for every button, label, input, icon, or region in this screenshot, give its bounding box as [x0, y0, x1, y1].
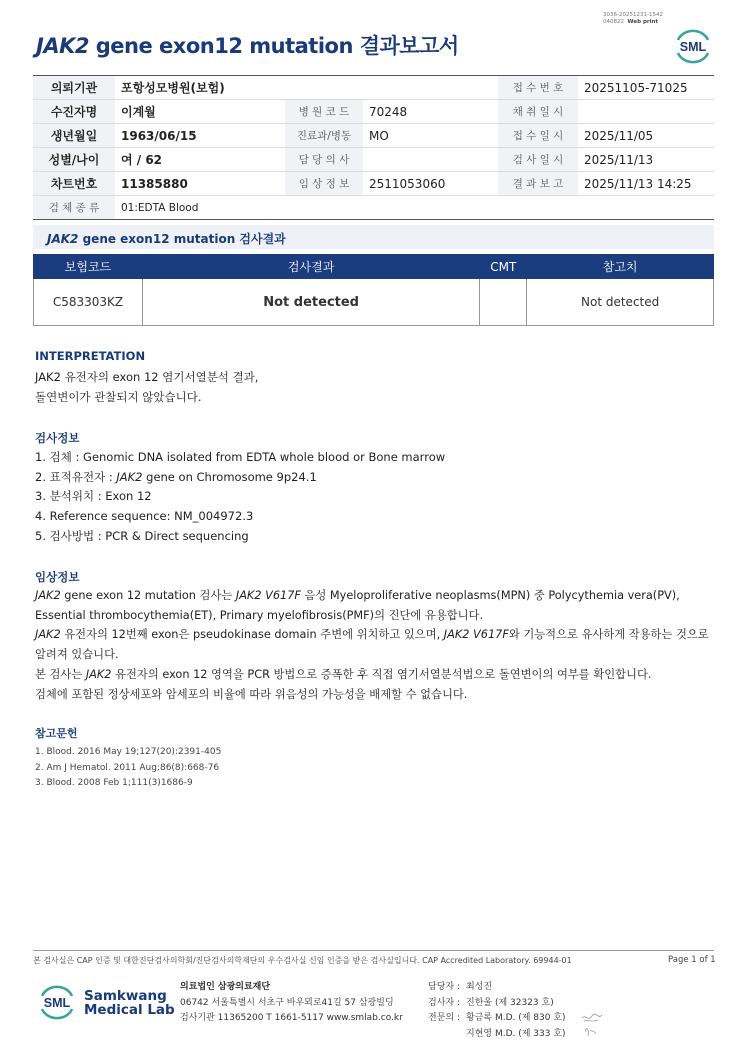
test-date-label: 검 사 일 시	[498, 148, 578, 172]
sml-logo-icon	[36, 982, 78, 1022]
list-item: 1. 검체 : Genomic DNA isolated from EDTA whole blood or Bone marrow	[35, 450, 446, 464]
list-item: 2. 표적유전자 : JAK2 gene on Chromosome 9p24.1	[35, 469, 317, 484]
specimen-value: 01:EDTA Blood	[115, 196, 714, 220]
result-title-rest: gene exon12 mutation 검사결과	[78, 232, 286, 246]
table-row	[34, 279, 714, 326]
birth-label: 생년월일	[33, 124, 115, 148]
doctor-label: 담 당 의 사	[285, 148, 363, 172]
title-gene: JAK2	[36, 34, 89, 58]
col-reference: 참고치	[527, 255, 714, 279]
sex-age-value: 여 / 62	[115, 148, 285, 172]
references-list	[35, 745, 221, 792]
patient-info-table	[33, 75, 714, 220]
request-org-value: 포항성모병원(보험)	[115, 76, 498, 100]
list-item: 3. 분석위치 : Exon 12	[35, 489, 152, 504]
patient-row	[33, 148, 714, 172]
receipt-no-label: 접 수 번 호	[498, 76, 578, 100]
cmt-cell	[480, 279, 527, 326]
document-code	[603, 12, 663, 26]
doc-code-line1: 3036-20251231-1542	[603, 12, 663, 18]
receipt-no-value: 20251105-71025	[578, 76, 714, 100]
signature-image	[578, 1010, 606, 1040]
doc-code-line2: 040822 Web print	[603, 19, 659, 25]
clinical-value: 2511053060	[363, 172, 498, 196]
specimen-label: 검 체 종 류	[33, 196, 115, 220]
patient-row	[33, 124, 714, 148]
result-section-title	[33, 225, 714, 249]
list-item: 1. Blood. 2016 May 19;127(20):2391-405	[35, 747, 222, 757]
interpretation-heading: INTERPRETATION	[35, 349, 146, 363]
staff-row: 담당자 : 최성진	[428, 982, 493, 992]
interpretation-line: 돌연변이가 관찰되지 않았습니다.	[35, 389, 202, 404]
result-header-row	[34, 255, 714, 279]
org-contact: 검사기관 11365200 T 1661-5117 www.smlab.co.kr	[180, 1013, 403, 1023]
clinical-line: 검체에 포함된 정상세포와 암세포의 비율에 따라 위음성의 가능성을 배제할 수 없습니다.	[35, 687, 468, 701]
logo-text: SML	[43, 996, 71, 1010]
patient-row	[33, 172, 714, 196]
report-date-value: 2025/11/13 14:25	[578, 172, 714, 196]
dept-value: MO	[363, 124, 498, 148]
org-address: 06742 서울특별시 서초구 바우뫼로41길 57 삼광빌딩	[180, 997, 394, 1008]
org-name: 의료법인 삼광의료재단	[180, 982, 271, 992]
receipt-date-label: 접 수 일 시	[498, 124, 578, 148]
sex-age-label: 성별/나이	[33, 148, 115, 172]
birth-value: 1963/06/15	[115, 124, 285, 148]
interpretation-line: JAK2 유전자의 exon 12 염기서열분석 결과,	[35, 370, 259, 384]
list-item: 5. 검사방법 : PCR & Direct sequencing	[35, 528, 249, 543]
staff-row: 검사자 : 진한울 (제 32323 호)	[428, 997, 554, 1008]
chart-no-value: 11385880	[115, 172, 285, 196]
page-title	[36, 30, 459, 60]
footer-divider	[33, 950, 714, 951]
collect-date-value	[578, 100, 714, 124]
title-rest: gene exon12 mutation 결과보고서	[88, 34, 459, 58]
test-date-value: 2025/11/13	[578, 148, 714, 172]
clinical-label: 임 상 정 보	[285, 172, 363, 196]
reference-cell: Not detected	[527, 279, 714, 326]
interpretation-body	[35, 368, 258, 407]
web-print-label: Web print	[627, 19, 659, 25]
brand-name: Samkwang Medical Lab	[84, 988, 175, 1018]
collect-date-label: 채 취 일 시	[498, 100, 578, 124]
test-info-list	[35, 448, 445, 547]
report-date-label: 결 과 보 고	[498, 172, 578, 196]
dept-label: 진료과/병동	[285, 124, 363, 148]
result-title-gene: JAK2	[47, 232, 79, 246]
accreditation-note: 본 검사실은 CAP 인증 및 대한진단검사의학회/진단검사의학재단의 우수검사실 신임 인증을 받은 검사실입니다. CAP Accredited Laboratory. 69944-01	[33, 956, 572, 965]
request-org-label: 의뢰기관	[33, 76, 115, 100]
clinical-line: Essential thrombocythemia(ET), Primary myelofibrosis(PMF)의 진단에 유용합니다.	[35, 608, 484, 622]
patient-name-label: 수진자명	[33, 100, 115, 124]
insurance-code-cell: C583303KZ	[34, 279, 143, 326]
organization-info	[180, 980, 403, 1027]
staff-row: 지현영 M.D. (제 333 호)	[466, 1028, 566, 1039]
clinical-line: 본 검사는 JAK2 유전자의 exon 12 영역을 PCR 방법으로 증폭한 후 직접 염기서열분석법으로 돌연변이의 여부를 확인합니다.	[35, 667, 652, 681]
clinical-line: JAK2 유전자의 12번째 exon은 pseudokinase domain 주변에 위치하고 있으며, JAK2 V617F와 기능적으로 유사하게 작용하는 것으로	[35, 628, 709, 642]
list-item: 4. Reference sequence: NM_004972.3	[35, 509, 254, 524]
staff-row: 전문의 : 황금록 M.D. (제 830 호)	[428, 1013, 566, 1023]
result-table	[33, 254, 714, 326]
references-heading: 참고문헌	[35, 727, 78, 740]
sml-logo-icon	[672, 26, 714, 66]
receipt-date-value: 2025/11/05	[578, 124, 714, 148]
page-number: Page 1 of 1	[668, 955, 716, 965]
clinical-line: 알려져 있습니다.	[35, 648, 119, 662]
clinical-info-body	[35, 586, 715, 704]
list-item: 2. Am J Hematol. 2011 Aug;86(8):668-76	[35, 762, 220, 773]
patient-row	[33, 196, 714, 220]
test-info-heading: 검사정보	[35, 431, 80, 445]
doctor-value	[363, 148, 498, 172]
hospital-code-value: 70248	[363, 100, 498, 124]
chart-no-label: 차트번호	[33, 172, 115, 196]
col-insurance-code: 보험코드	[34, 255, 143, 279]
logo-text: SML	[679, 40, 707, 54]
clinical-line: JAK2 gene exon 12 mutation 검사는 JAK2 V617F 음성 Myeloproliferative neoplasms(MPN) 중 Polycythemia vera(PV),	[35, 589, 680, 602]
list-item: 3. Blood. 2008 Feb 1;111(3)1686-9	[35, 778, 193, 788]
result-cell: Not detected	[142, 279, 479, 326]
col-cmt: CMT	[480, 255, 527, 279]
hospital-code-label: 병 원 코 드	[285, 100, 363, 124]
clinical-info-heading: 임상정보	[35, 570, 80, 584]
patient-name-value: 이계월	[115, 100, 285, 124]
patient-row	[33, 76, 714, 100]
patient-row	[33, 100, 714, 124]
staff-info	[428, 980, 566, 1042]
col-result: 검사결과	[142, 255, 479, 279]
